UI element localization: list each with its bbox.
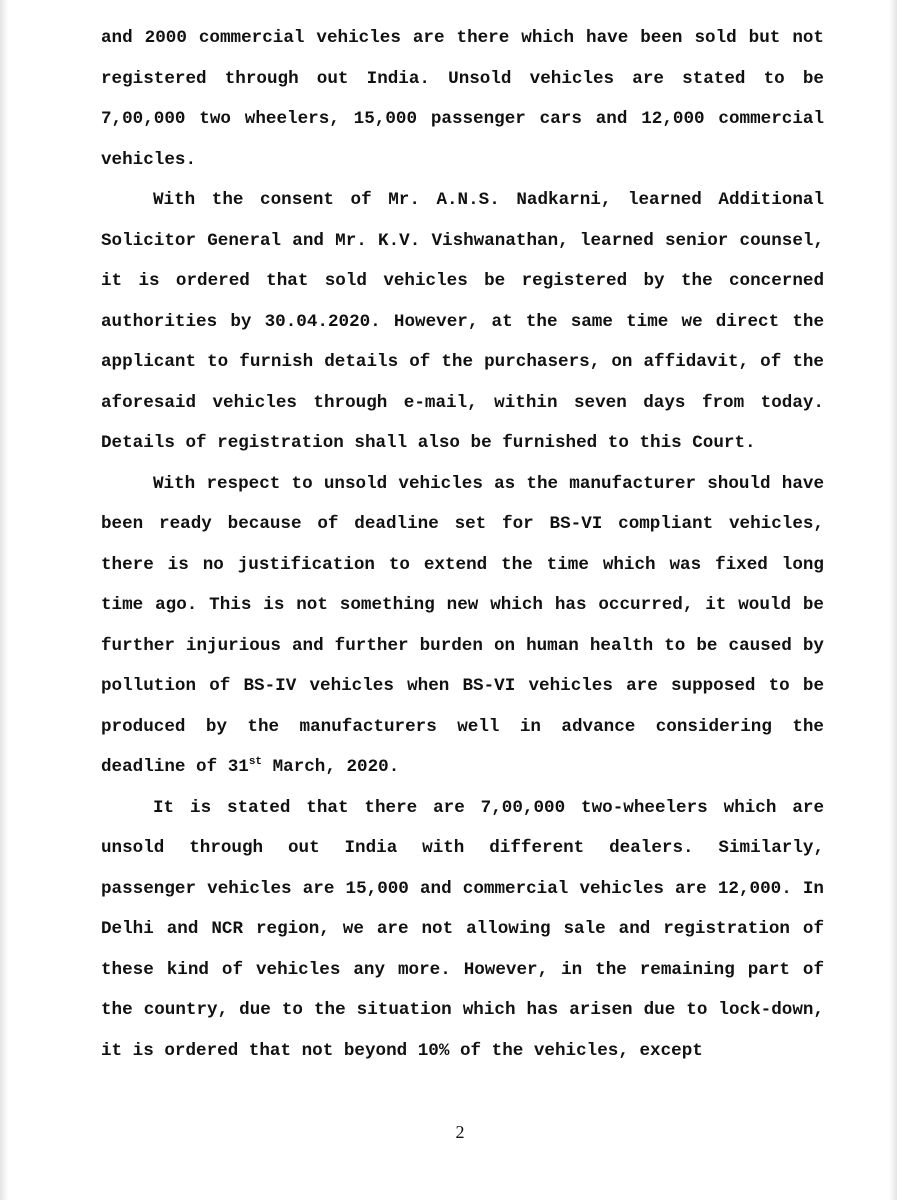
paragraph-unsold-vehicles-main: With respect to unsold vehicles as the manufacturer should have been ready because of deadline set for BS-VI compliant vehicles, there is no justification to extend the time which was fixed long time ago. This is not something new which has occurred, it would be further injurious and further burden on human health to be caused by pollution of BS-IV vehicles when BS-VI vehicles are supposed to be produced by the manufacturers well in advance considering the deadline of 31 bbox=[101, 473, 824, 777]
page-shadow-right bbox=[889, 0, 897, 1200]
paragraph-unsold-vehicles-tail: March, 2020. bbox=[262, 757, 400, 777]
ordinal-superscript: st bbox=[248, 756, 263, 768]
document-body bbox=[101, 18, 824, 1071]
paragraph-continuation: and 2000 commercial vehicles are there which have been sold but not registered through out India. Unsold vehicles are stated to be 7,00,000 two wheelers, 15,000 passenger cars and 12,000 commercial vehicles. bbox=[101, 28, 824, 170]
paragraph-unsold-vehicles bbox=[101, 464, 824, 788]
page-shadow-left bbox=[0, 0, 8, 1200]
paragraph-registration-order: With the consent of Mr. A.N.S. Nadkarni, learned Additional Solicitor General and Mr. K.V. Vishwanathan, learned senior counsel, it is ordered that sold vehicles be registered by the concerned authorities by 30.04.2020. However, at the same time we direct the applicant to furnish details of the purchasers, on affidavit, of the aforesaid vehicles through e-mail, within seven days from today. Details of registration shall also be furnished to this Court. bbox=[101, 190, 824, 453]
paragraph-unsold-statistics: It is stated that there are 7,00,000 two-wheelers which are unsold through out India with different dealers. Similarly, passenger vehicles are 15,000 and commercial vehicles are 12,000. In Delhi and NCR region, we are not allowing sale and registration of these kind of vehicles any more. However, in the remaining part of the country, due to the situation which has arisen due to lock-down, it is ordered that not beyond 10% of the vehicles, except bbox=[101, 797, 824, 1061]
page-number: 2 bbox=[455, 1122, 465, 1142]
